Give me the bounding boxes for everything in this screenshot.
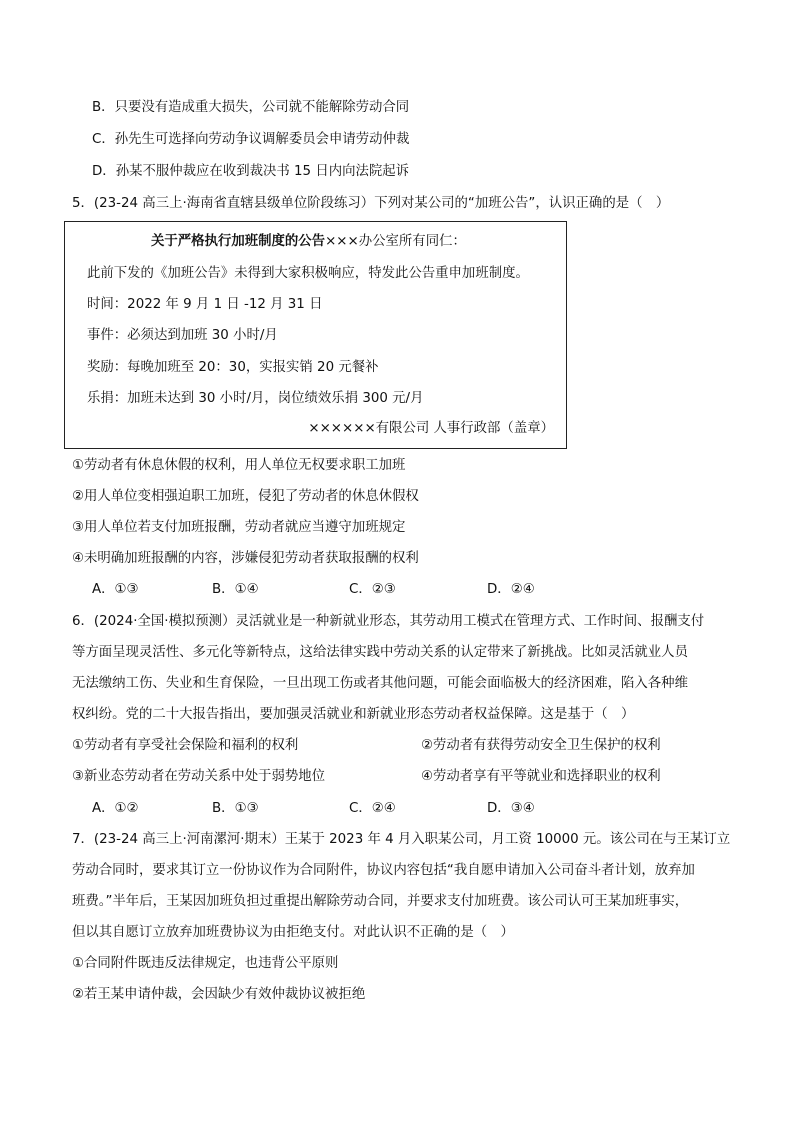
q6-stem-line-3: 无法缴纳工伤、失业和生育保险，一旦出现工伤或者其他问题，可能会面临极大的经济困难，陷入各种维	[72, 676, 688, 691]
q7-statement-2: ②若王某申请仲裁，会因缺少有效仲裁协议被拒绝	[72, 987, 366, 1002]
q5-statement-1: ①劳动者有休息休假的权利，用人单位无权要求职工加班	[72, 458, 406, 473]
notice-signature: ××××××有限公司 人事行政部（盖章）	[308, 421, 554, 436]
q5-choice-c[interactable]: C．②③	[349, 582, 396, 597]
q6-choice-c[interactable]: C．②④	[349, 801, 396, 816]
notice-title: 关于严格执行加班制度的公告	[151, 234, 326, 249]
q6-stem-line-1: 6．(2024·全国·模拟预测）灵活就业是一种新就业形态，其劳动用工模式在管理方式、工作时间、报酬支付	[72, 614, 705, 629]
q5-choice-b[interactable]: B．①④	[212, 582, 259, 597]
notice-line-reward: 奖励：每晚加班至 20：30，实报实销 20 元餐补	[87, 360, 379, 375]
q6-statement-1: ①劳动者有享受社会保险和福利的权利	[72, 738, 299, 753]
q4-option-c: C．孙先生可选择向劳动争议调解委员会申请劳动仲裁	[92, 132, 410, 147]
q5-choice-d[interactable]: D．②④	[487, 582, 535, 597]
q6-statement-4: ④劳动者享有平等就业和选择职业的权利	[421, 769, 661, 784]
notice-line-time: 时间：2022 年 9 月 1 日 -12 月 31 日	[87, 297, 323, 312]
q6-statement-3: ③新业态劳动者在劳动关系中处于弱势地位	[72, 769, 326, 784]
q6-choice-d[interactable]: D．③④	[487, 801, 535, 816]
q5-statement-4: ④未明确加班报酬的内容，涉嫌侵犯劳动者获取报酬的权利	[72, 551, 419, 566]
q4-option-d: D．孙某不服仲裁应在收到裁决书 15 日内向法院起诉	[92, 164, 410, 179]
q7-stem-line-4: 但以其自愿订立放弃加班费协议为由拒绝支付。对此认识不正确的是（ ）	[72, 925, 514, 940]
notice-title-row	[151, 233, 466, 251]
q6-stem-line-2: 等方面呈现灵活性、多元化等新特点，这给法律实践中劳动关系的认定带来了新挑战。比如灵活就业人员	[72, 645, 688, 660]
q5-choice-a[interactable]: A．①③	[92, 582, 139, 597]
q5-statement-3: ③用人单位若支付加班报酬，劳动者就应当遵守加班规定	[72, 520, 406, 535]
q6-choice-a[interactable]: A．①②	[92, 801, 139, 816]
q6-choice-b[interactable]: B．①③	[212, 801, 259, 816]
q4-option-b: B．只要没有造成重大损失，公司就不能解除劳动合同	[92, 100, 410, 115]
q5-statement-2: ②用人单位变相强迫职工加班，侵犯了劳动者的休息休假权	[72, 489, 419, 504]
q6-statement-2: ②劳动者有获得劳动安全卫生保护的权利	[421, 738, 661, 753]
q7-stem-line-1: 7．(23-24 高三上·河南漯河·期末）王某于 2023 年 4 月入职某公司，月工资 10000 元。该公司在与王某订立	[72, 832, 731, 847]
notice-recipient: ×××办公室所有同仁：	[325, 234, 466, 249]
notice-box	[64, 221, 567, 449]
notice-line-1: 此前下发的《加班公告》未得到大家积极响应，特发此公告重申加班制度。	[87, 266, 529, 281]
notice-line-penalty: 乐捐：加班未达到 30 小时/月，岗位绩效乐捐 300 元/月	[87, 391, 424, 406]
q5-stem: 5．(23-24 高三上·海南省直辖县级单位阶段练习）下列对某公司的“加班公告”，认识正确的是（ ）	[72, 196, 670, 211]
q7-stem-line-2: 劳动合同时，要求其订立一份协议作为合同附件，协议内容包括“我自愿申请加入公司奋斗者计划，放弃加	[72, 863, 695, 878]
q6-stem-line-4: 权纠纷。党的二十大报告指出，要加强灵活就业和新就业形态劳动者权益保障。这是基于（ ）	[72, 707, 635, 722]
q7-statement-1: ①合同附件既违反法律规定，也违背公平原则	[72, 956, 339, 971]
q7-stem-line-3: 班费。”半年后，王某因加班负担过重提出解除劳动合同，并要求支付加班费。该公司认可王某加班事实，	[72, 894, 689, 909]
notice-line-event: 事件：必须达到加班 30 小时/月	[87, 328, 278, 343]
